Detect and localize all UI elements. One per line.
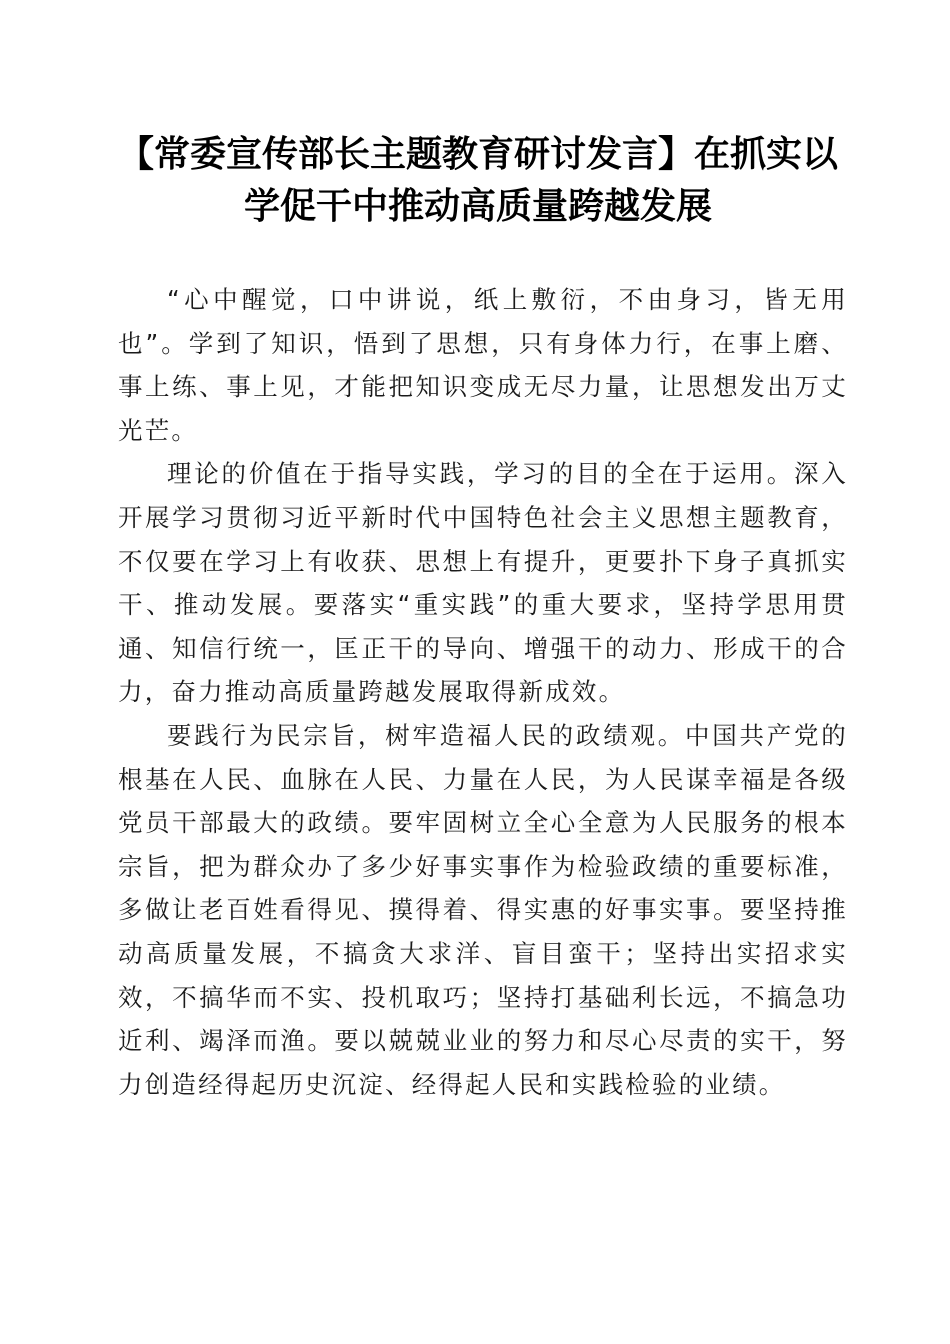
paragraph-1: “心中醒觉，口中讲说，纸上敷衍，不由身习，皆无用也”。学到了知识，悟到了思想，只有身体力行，在事上磨、事上练、事上见，才能把知识变成无尽力量，让思想发出万丈光芒。 (118, 285, 848, 445)
document-body (118, 278, 848, 1106)
paragraph-2: 理论的价值在于指导实践，学习的目的全在于运用。深入开展学习贯彻习近平新时代中国特色社会主义思想主题教育，不仅要在学习上有收获、思想上有提升，更要扑下身子真抓实干、推动发展。要落实“重实践”的重大要求，坚持学思用贯通、知信行统一，匡正干的导向、增强干的动力、形成干的合力，奋力推动高质量跨越发展取得新成效。 (118, 459, 848, 707)
document-title (118, 128, 838, 232)
paragraph-3: 要践行为民宗旨，树牢造福人民的政绩观。中国共产党的根基在人民、血脉在人民、力量在人民，为人民谋幸福是各级党员干部最大的政绩。要牢固树立全心全意为人民服务的根本宗旨，把为群众办了多少好事实事作为检验政绩的重要标准，多做让老百姓看得见、摸得着、得实惠的好事实事。要坚持推动高质量发展，不搞贪大求洋、盲目蛮干；坚持出实招求实效，不搞华而不实、投机取巧；坚持打基础利长远，不搞急功近利、竭泽而渔。要以兢兢业业的努力和尽心尽责的实干，努力创造经得起历史沉淀、经得起人民和实践检验的业绩。 (118, 720, 848, 1099)
title-line-1: 【常委宣传部长主题教育研讨发言】在抓实以 (118, 133, 839, 175)
title-line-2: 学促干中推动高质量跨越发展 (243, 185, 712, 227)
